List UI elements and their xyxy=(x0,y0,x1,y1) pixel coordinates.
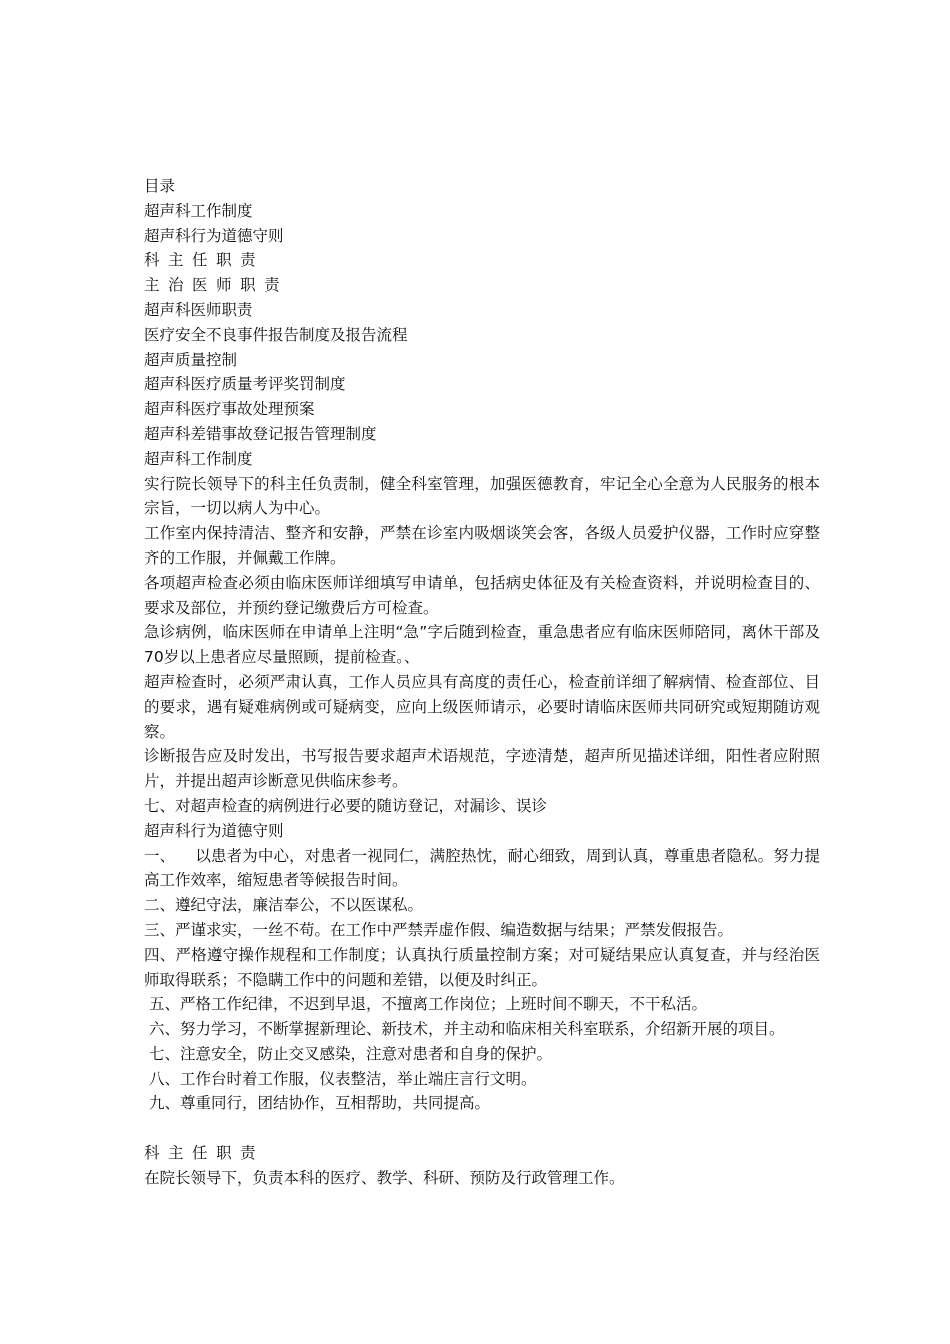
toc-item: 主治医师职责 xyxy=(144,276,289,295)
toc-item: 超声科差错事故登记报告管理制度 xyxy=(144,424,377,443)
toc-item: 超声科医师职责 xyxy=(144,300,253,319)
toc-item: 超声科行为道德守则 xyxy=(144,226,284,245)
paragraph: 六、努力学习，不断掌握新理论、新技术，并主动和临床相关科室联系，介绍新开展的项目。 xyxy=(144,1020,785,1039)
toc-heading: 目录 xyxy=(144,177,176,195)
toc-item: 科主任职责 xyxy=(144,251,265,270)
toc-item: 超声质量控制 xyxy=(144,350,238,369)
paragraph: 急诊病例，临床医师在申请单上注明“急”字后随到检查，重急患者应有临床医师陪同，离休干部及70岁以上患者应尽量照顾，提前检查。、 xyxy=(144,623,820,667)
paragraph: 超声检查时，必须严肃认真，工作人员应具有高度的责任心，检查前详细了解病情、检查部位、目的要求，遇有疑难病例或可疑病变，应向上级医师请示，必要时请临床医师共同研究或短期随访观察。 xyxy=(144,672,820,741)
paragraph: 诊断报告应及时发出，书写报告要求超声术语规范，字迹清楚，超声所见描述详细，阳性者应附照片，并提出超声诊断意见供临床参考。 xyxy=(144,747,820,791)
toc-item: 超声科工作制度 xyxy=(144,201,253,220)
paragraph: 七、对超声检查的病例进行必要的随访登记，对漏诊、误诊 xyxy=(144,796,548,815)
paragraph: 四、严格遵守操作规程和工作制度；认真执行质量控制方案；对可疑结果应认真复查，并与经治医师取得联系；不隐瞒工作中的问题和差错，以便及时纠正。 xyxy=(144,945,820,989)
toc-item: 超声科医疗事故处理预案 xyxy=(144,400,315,419)
paragraph: 二、遵纪守法，廉洁奉公，不以医谋私。 xyxy=(144,896,424,915)
paragraph: 八、工作台时着工作服，仪表整洁，举止端庄言行文明。 xyxy=(144,1069,537,1088)
paragraph: 工作室内保持清洁、整齐和安静，严禁在诊室内吸烟谈笑会客，各级人员爱护仪器，工作时应穿整齐的工作服，并佩戴工作牌。 xyxy=(144,524,820,567)
blank-line xyxy=(144,1116,820,1141)
toc-item: 医疗安全不良事件报告制度及报告流程 xyxy=(144,325,408,344)
section-title: 超声科行为道德守则 xyxy=(144,821,284,840)
paragraph: 九、尊重同行，团结协作，互相帮助，共同提高。 xyxy=(144,1094,490,1113)
paragraph: 一、 以患者为中心，对患者一视同仁，满腔热忱，耐心细致，周到认真，尊重患者隐私。努力提高工作效率，缩短患者等候报告时间。 xyxy=(144,846,820,890)
document-page xyxy=(144,174,820,1191)
section-title: 科主任职责 xyxy=(144,1144,265,1163)
paragraph: 实行院长领导下的科主任负责制，健全科室管理，加强医德教育，牢记全心全意为人民服务的根本宗旨，一切以病人为中心。 xyxy=(144,474,820,518)
paragraph: 在院长领导下，负责本科的医疗、教学、科研、预防及行政管理工作。 xyxy=(144,1168,625,1187)
toc-item: 超声科医疗质量考评奖罚制度 xyxy=(144,375,346,394)
paragraph: 五、严格工作纪律，不迟到早退，不擅离工作岗位；上班时间不聊天，不干私活。 xyxy=(144,995,707,1014)
paragraph: 七、注意安全，防止交叉感染，注意对患者和自身的保护。 xyxy=(144,1044,552,1063)
section-title: 超声科工作制度 xyxy=(144,449,253,468)
paragraph: 各项超声检查必须由临床医师详细填写申请单，包括病史体征及有关检查资料，并说明检查目的、要求及部位，并预约登记缴费后方可检查。 xyxy=(144,573,820,617)
paragraph: 三、严谨求实，一丝不苟。在工作中严禁弄虚作假、编造数据与结果；严禁发假报告。 xyxy=(144,920,734,939)
